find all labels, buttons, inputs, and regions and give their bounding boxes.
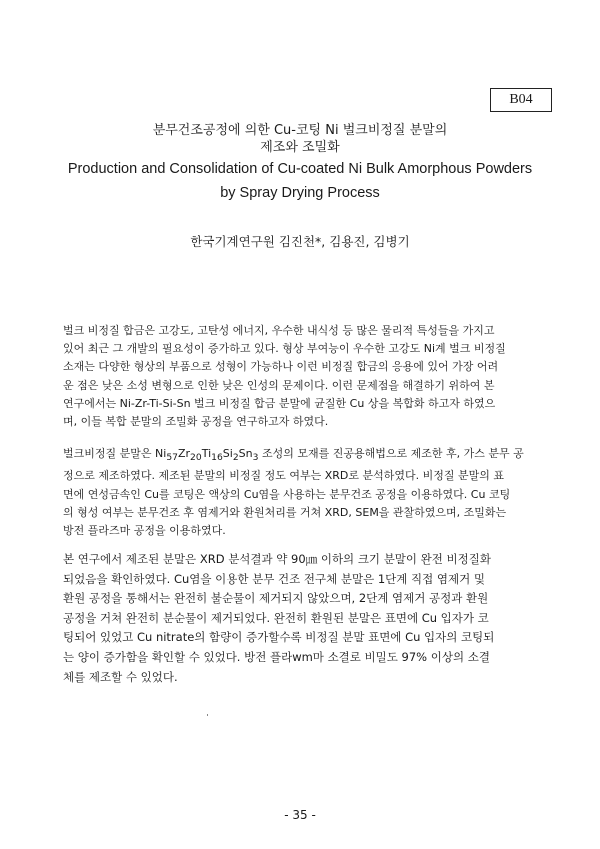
scan-artifact bbox=[207, 714, 208, 716]
text-line: 있어 최근 그 개발의 필요성이 증가하고 있다. 형상 부여능이 우수한 고강도 Ni계 벌크 비정질 bbox=[63, 342, 506, 356]
text-line: 공정을 거쳐 완전히 분순물이 제거되었다. 완전히 환원된 분말은 표면에 Cu 입자가 코 bbox=[63, 610, 489, 625]
text-line: 팅되어 있었고 Cu nitrate의 함량이 증가할수록 비정질 분말 표면에 Cu 입자의 코팅되 bbox=[63, 630, 495, 645]
text-line: 면에 연성금속인 Cu를 코팅은 액상의 Cu염을 사용하는 분무건조 공정을 이용하였다. Cu 코팅 bbox=[63, 487, 511, 501]
korean-title-line-1: 분무건조공정에 의한 Cu-코팅 Ni 벌크비정질 분말의 bbox=[152, 123, 448, 138]
text-line: 환원 공정을 통해서는 완전히 불순물이 제거되지 않았으며, 2단계 염제거 공정과 환원 bbox=[63, 591, 489, 606]
korean-title-line-2: 제조와 조밀화 bbox=[260, 140, 340, 155]
text-line: 소재는 다양한 형상의 부품으로 성형이 가능하나 이런 비정질 합금의 응용에 있어 가장 어려 bbox=[63, 360, 499, 374]
text-line: 운 점은 낮은 소성 변형으로 인한 낮은 인성의 문제이다. 이런 문제점을 해결하기 위하여 본 bbox=[63, 378, 495, 392]
text-line: 며, 이들 복합 분말의 조밀화 공정을 연구하고자 하였다. bbox=[63, 415, 329, 429]
paragraph-introduction bbox=[63, 322, 547, 431]
text-line: 되었음을 확인하였다. Cu염을 이용한 분무 건조 전구체 분말은 1단계 직접 염제거 및 bbox=[63, 571, 485, 586]
english-title-line-1: Production and Consolidation of Cu-coated Ni Bulk Amorphous Powders bbox=[67, 161, 533, 177]
paragraph-results bbox=[63, 550, 547, 687]
paragraph-methods bbox=[63, 445, 547, 540]
author-line: 한국기계연구원 김진천*, 김용진, 김병기 bbox=[190, 234, 410, 249]
text-line: 는 양이 증가함을 확인할 수 있었다. 방전 플라wm마 소결로 비밀도 97% 이상의 소결 bbox=[63, 649, 490, 664]
text-line: 연구에서는 Ni-Zr-Ti-Si-Sn 벌크 비정질 합금 분말에 균질한 Cu 상을 복합화 하고자 하였으 bbox=[63, 396, 496, 410]
text-line: 정으로 제조하였다. 제조된 분말의 비정질 정도 여부는 XRD로 분석하였다. 비정질 분말의 표 bbox=[63, 469, 505, 483]
page-number: - 35 - bbox=[284, 808, 316, 822]
text-line: 조성의 모재를 진공용해법으로 제조한 후, 가스 분무 공 bbox=[258, 447, 524, 460]
alloy-formula: $Ni_{57}Zr_{20}Ti_{16}Si_2Sn_3$ bbox=[155, 447, 259, 464]
text-line: 벌크 비정질 합금은 고강도, 고탄성 에너지, 우수한 내식성 등 많은 물리적 특성들을 가지고 bbox=[63, 324, 495, 337]
text-line: 방전 플라즈마 공정을 이용하였다. bbox=[63, 524, 226, 537]
text-line: 벌크비정질 분말은 bbox=[63, 447, 156, 460]
text-line: 본 연구에서 제조된 분말은 XRD 분석결과 약 90㎛ 이하의 크기 분말이 완전 비정질화 bbox=[63, 552, 491, 566]
title-block bbox=[0, 122, 600, 204]
english-title-line-2: by Spray Drying Process bbox=[220, 185, 380, 201]
text-line: 체를 제조할 수 있었다. bbox=[63, 669, 178, 684]
text-line: 의 형성 여부는 분무건조 후 염제거와 환원처리를 거쳐 XRD, SEM을 관찰하였으며, 조밀화는 bbox=[63, 505, 507, 519]
session-code-box: B04 bbox=[490, 88, 552, 112]
